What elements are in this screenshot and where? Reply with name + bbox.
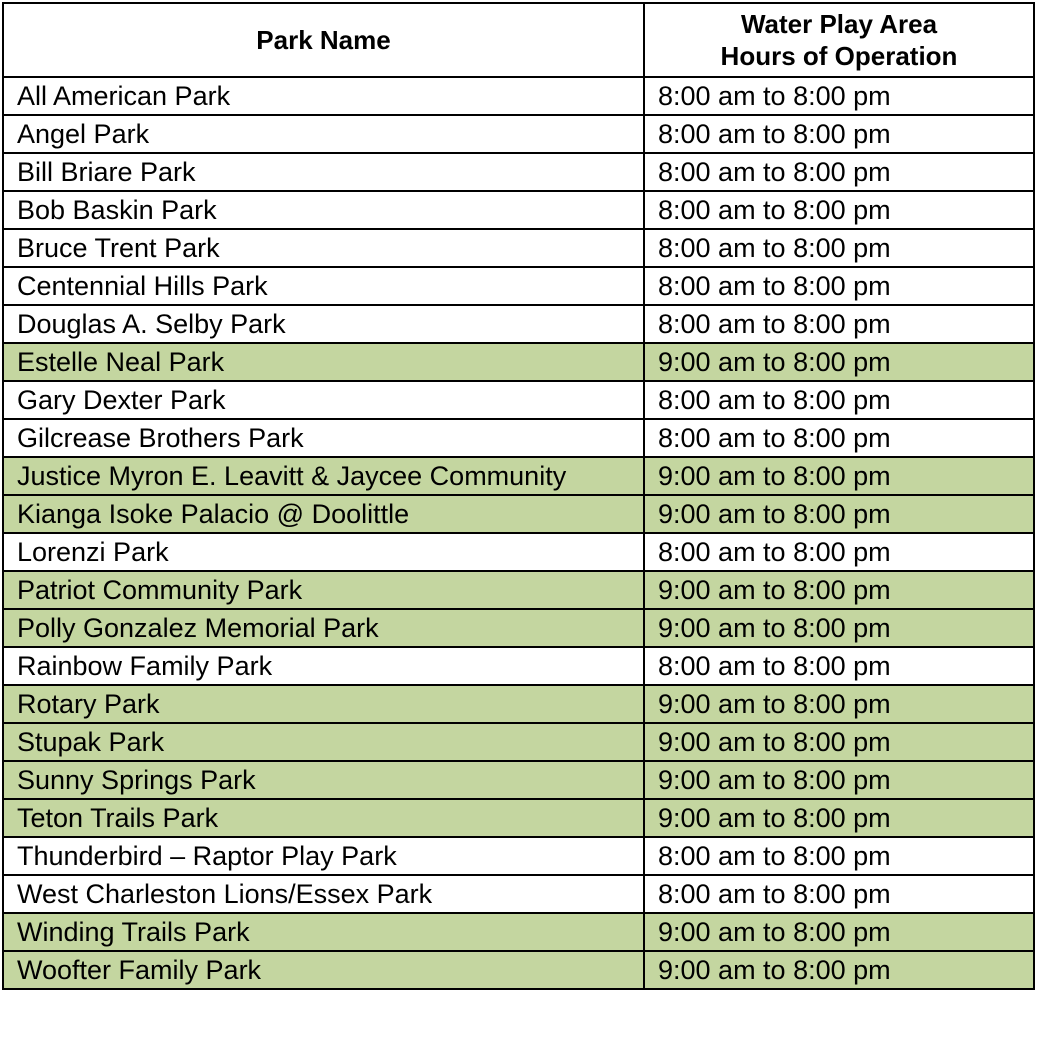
table-row (3, 571, 1034, 609)
park-name-cell: Patriot Community Park (3, 571, 644, 609)
table-body (3, 77, 1034, 989)
hours-cell: 8:00 am to 8:00 pm (644, 305, 1034, 343)
park-name-cell: Rainbow Family Park (3, 647, 644, 685)
table-row (3, 533, 1034, 571)
table-row (3, 115, 1034, 153)
hours-cell: 8:00 am to 8:00 pm (644, 267, 1034, 305)
hours-cell: 9:00 am to 8:00 pm (644, 799, 1034, 837)
hours-cell: 8:00 am to 8:00 pm (644, 381, 1034, 419)
hours-cell: 8:00 am to 8:00 pm (644, 115, 1034, 153)
hours-cell: 8:00 am to 8:00 pm (644, 837, 1034, 875)
park-name-cell: Stupak Park (3, 723, 644, 761)
table-row (3, 799, 1034, 837)
hours-cell: 8:00 am to 8:00 pm (644, 229, 1034, 267)
park-hours-table (2, 2, 1035, 990)
hours-cell: 9:00 am to 8:00 pm (644, 723, 1034, 761)
park-name-cell: Gary Dexter Park (3, 381, 644, 419)
park-name-cell: Rotary Park (3, 685, 644, 723)
table-row (3, 495, 1034, 533)
table-row (3, 875, 1034, 913)
table-row (3, 457, 1034, 495)
table-row (3, 647, 1034, 685)
table-row (3, 685, 1034, 723)
park-name-cell: Angel Park (3, 115, 644, 153)
hours-cell: 8:00 am to 8:00 pm (644, 533, 1034, 571)
hours-header-line-1: Water Play Area (740, 9, 938, 39)
park-name-cell: All American Park (3, 77, 644, 115)
park-name-cell: Thunderbird – Raptor Play Park (3, 837, 644, 875)
table-row (3, 77, 1034, 115)
table-row (3, 419, 1034, 457)
park-name-cell: Bruce Trent Park (3, 229, 644, 267)
hours-cell: 9:00 am to 8:00 pm (644, 685, 1034, 723)
park-name-cell: Teton Trails Park (3, 799, 644, 837)
hours-cell: 9:00 am to 8:00 pm (644, 609, 1034, 647)
table-row (3, 609, 1034, 647)
park-name-cell: Woofter Family Park (3, 951, 644, 989)
park-name-cell: Bill Briare Park (3, 153, 644, 191)
table-row (3, 191, 1034, 229)
hours-cell: 9:00 am to 8:00 pm (644, 495, 1034, 533)
hours-cell: 8:00 am to 8:00 pm (644, 191, 1034, 229)
hours-cell: 8:00 am to 8:00 pm (644, 153, 1034, 191)
table-row (3, 761, 1034, 799)
table-row (3, 229, 1034, 267)
hours-cell: 8:00 am to 8:00 pm (644, 647, 1034, 685)
park-name-cell: Lorenzi Park (3, 533, 644, 571)
hours-cell: 9:00 am to 8:00 pm (644, 761, 1034, 799)
park-name-cell: Centennial Hills Park (3, 267, 644, 305)
park-name-cell: Polly Gonzalez Memorial Park (3, 609, 644, 647)
park-name-cell: Gilcrease Brothers Park (3, 419, 644, 457)
park-name-cell: West Charleston Lions/Essex Park (3, 875, 644, 913)
park-name-column-header: Park Name (3, 3, 644, 77)
hours-cell: 9:00 am to 8:00 pm (644, 343, 1034, 381)
hours-cell: 9:00 am to 8:00 pm (644, 457, 1034, 495)
park-hours-table-wrapper (2, 2, 1035, 990)
table-row (3, 153, 1034, 191)
table-row (3, 837, 1034, 875)
table-row (3, 267, 1034, 305)
hours-cell: 9:00 am to 8:00 pm (644, 913, 1034, 951)
table-row (3, 305, 1034, 343)
hours-column-header (644, 3, 1034, 77)
table-row (3, 343, 1034, 381)
park-name-cell: Justice Myron E. Leavitt & Jaycee Community (3, 457, 644, 495)
park-name-cell: Sunny Springs Park (3, 761, 644, 799)
hours-header-line-2: Hours of Operation (720, 41, 958, 71)
table-row (3, 381, 1034, 419)
hours-cell: 8:00 am to 8:00 pm (644, 77, 1034, 115)
park-name-cell: Winding Trails Park (3, 913, 644, 951)
park-name-cell: Douglas A. Selby Park (3, 305, 644, 343)
park-name-cell: Estelle Neal Park (3, 343, 644, 381)
hours-cell: 8:00 am to 8:00 pm (644, 875, 1034, 913)
table-header-row (3, 3, 1034, 77)
hours-cell: 9:00 am to 8:00 pm (644, 951, 1034, 989)
park-name-cell: Kianga Isoke Palacio @ Doolittle (3, 495, 644, 533)
park-name-cell: Bob Baskin Park (3, 191, 644, 229)
hours-cell: 9:00 am to 8:00 pm (644, 571, 1034, 609)
hours-cell: 8:00 am to 8:00 pm (644, 419, 1034, 457)
table-row (3, 723, 1034, 761)
table-row (3, 913, 1034, 951)
table-row (3, 951, 1034, 989)
